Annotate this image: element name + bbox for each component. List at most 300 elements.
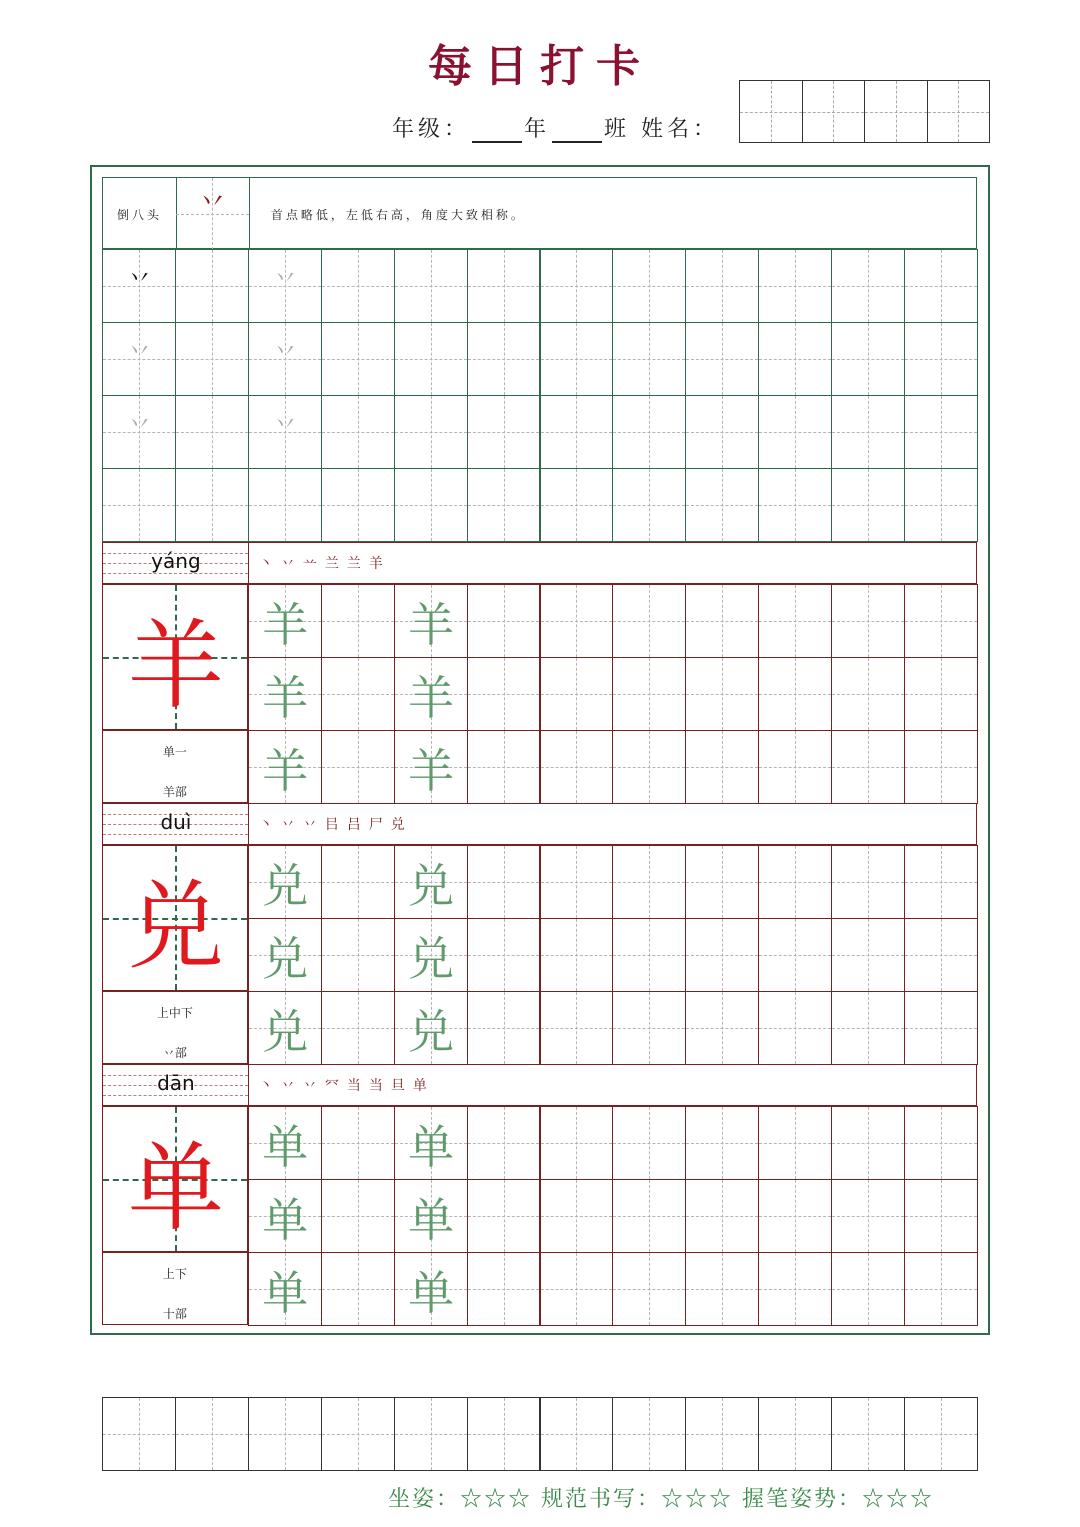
stroke-practice-cell[interactable] <box>612 468 686 542</box>
char-practice-cell[interactable] <box>321 1106 395 1180</box>
guide-line <box>613 359 685 360</box>
bottom-practice-cell[interactable] <box>685 1397 759 1471</box>
guide-line <box>613 621 685 622</box>
char-practice-cell[interactable] <box>758 845 832 919</box>
trace-char: 兑 <box>262 1005 309 1059</box>
guide-line <box>468 955 540 956</box>
stroke-practice-cell[interactable] <box>612 395 686 469</box>
guide-line <box>541 955 613 956</box>
guide-line <box>759 621 831 622</box>
stroke-practice-cell[interactable] <box>321 395 395 469</box>
char-practice-cell[interactable] <box>394 845 468 919</box>
char-practice-cell[interactable] <box>758 1106 832 1180</box>
char-practice-cell[interactable] <box>831 730 905 804</box>
char-practice-cell[interactable] <box>540 730 614 804</box>
stroke-practice-cell[interactable] <box>540 322 614 396</box>
char-practice-cell[interactable] <box>758 991 832 1065</box>
guide-line <box>759 1434 831 1435</box>
char-practice-cell[interactable] <box>612 918 686 992</box>
stroke-practice-cell[interactable] <box>831 322 905 396</box>
guide-line <box>322 767 394 768</box>
guide-line <box>759 359 831 360</box>
char-practice-cell[interactable] <box>685 584 759 658</box>
stroke-tip: 首点略低，左低右高，角度大致相称。 <box>270 207 526 222</box>
pinyin-box <box>103 804 249 844</box>
name-label: 姓名： <box>641 117 720 142</box>
guide-line <box>468 694 540 695</box>
char-practice-cell[interactable] <box>685 1179 759 1253</box>
char-practice-cell[interactable] <box>467 991 541 1065</box>
self-rating: 坐姿：☆☆☆ 规范书写：☆☆☆ 握笔姿势：☆☆☆ <box>388 1487 934 1512</box>
class-label: 班 <box>604 117 631 142</box>
guide-line <box>759 432 831 433</box>
stroke-practice-cell[interactable] <box>540 468 614 542</box>
stroke-practice-cell[interactable] <box>467 468 541 542</box>
char-practice-cell[interactable] <box>248 730 322 804</box>
trace-char: 兑 <box>262 859 309 913</box>
stroke-practice-cell[interactable] <box>175 322 249 396</box>
guide-line <box>759 882 831 883</box>
name-box[interactable] <box>803 81 866 142</box>
stroke-practice-cell[interactable] <box>467 395 541 469</box>
char-practice-cell[interactable] <box>321 991 395 1065</box>
guide-line <box>905 882 977 883</box>
guide-line <box>468 882 540 883</box>
char-practice-cell[interactable] <box>758 657 832 731</box>
stroke-practice-cell[interactable] <box>831 468 905 542</box>
char-practice-cell[interactable] <box>248 845 322 919</box>
guide-line <box>249 1434 321 1435</box>
guide-line <box>468 286 540 287</box>
stroke-trace: 丷 <box>273 263 298 292</box>
guide-line <box>468 359 540 360</box>
guide-line <box>322 286 394 287</box>
guide-line <box>686 621 758 622</box>
pinyin-line <box>103 834 248 835</box>
pinyin: dān <box>157 1071 195 1095</box>
trace-char: 羊 <box>262 598 309 652</box>
stroke-step: 当 <box>368 1078 383 1094</box>
student-info-line <box>392 112 719 143</box>
bottom-practice-cell[interactable] <box>102 1397 176 1471</box>
guide-line <box>468 1289 540 1290</box>
guide-line <box>686 767 758 768</box>
guide-line <box>322 1434 394 1435</box>
big-char: 羊 <box>127 609 224 722</box>
guide-line <box>905 621 977 622</box>
guide-line <box>176 359 248 360</box>
char-practice-cell[interactable] <box>467 918 541 992</box>
big-char-box <box>102 845 248 991</box>
guide-line <box>395 505 467 506</box>
class-blank[interactable] <box>552 119 602 143</box>
guide-line <box>759 955 831 956</box>
radical: 丷部 <box>162 1046 187 1060</box>
char-practice-cell[interactable] <box>831 584 905 658</box>
char-practice-cell[interactable] <box>685 1106 759 1180</box>
char-practice-cell[interactable] <box>831 991 905 1065</box>
name-box[interactable] <box>740 81 803 142</box>
stroke-practice-cell[interactable] <box>321 322 395 396</box>
char-practice-cell[interactable] <box>394 918 468 992</box>
stroke-practice-cell[interactable] <box>102 395 176 469</box>
guide-line <box>468 432 540 433</box>
char-practice-cell[interactable] <box>758 730 832 804</box>
guide-line <box>322 694 394 695</box>
char-practice-cell[interactable] <box>394 584 468 658</box>
guide-line <box>759 1143 831 1144</box>
char-practice-cell[interactable] <box>904 730 978 804</box>
trace-char: 兑 <box>408 859 455 913</box>
guide-line <box>541 621 613 622</box>
char-practice-cell[interactable] <box>467 845 541 919</box>
bottom-practice-cell[interactable] <box>248 1397 322 1471</box>
stroke-practice-cell[interactable] <box>612 322 686 396</box>
stroke-practice-cell[interactable] <box>904 468 978 542</box>
stroke-practice-cell[interactable] <box>248 468 322 542</box>
stroke-step: 羊 <box>368 556 383 572</box>
stroke-practice-cell[interactable] <box>394 395 468 469</box>
stroke-trace: 丷 <box>273 336 298 365</box>
guide-line <box>759 1028 831 1029</box>
stroke-practice-cell[interactable] <box>175 468 249 542</box>
stroke-practice-cell[interactable] <box>831 395 905 469</box>
grade-label: 年级： <box>392 117 471 142</box>
grade-blank[interactable] <box>472 119 522 143</box>
stroke-practice-cell[interactable] <box>540 395 614 469</box>
stroke-practice-cell[interactable] <box>394 249 468 323</box>
guide-line <box>468 621 540 622</box>
guide-line <box>905 1289 977 1290</box>
stroke-step: 兰 <box>324 556 339 572</box>
char-practice-cell[interactable] <box>394 1179 468 1253</box>
guide-line <box>686 286 758 287</box>
big-char: 单 <box>127 1131 224 1244</box>
guide-line <box>832 286 904 287</box>
guide-line <box>759 1216 831 1217</box>
char-practice-cell[interactable] <box>540 991 614 1065</box>
guide-line <box>541 1028 613 1029</box>
char-practice-cell[interactable] <box>248 1252 322 1326</box>
char-practice-cell[interactable] <box>394 657 468 731</box>
char-practice-cell[interactable] <box>467 584 541 658</box>
char-practice-cell[interactable] <box>685 845 759 919</box>
pinyin: duì <box>160 810 192 834</box>
guide-line <box>686 1434 758 1435</box>
stroke-header <box>102 177 977 249</box>
guide-line <box>832 359 904 360</box>
structure-box <box>102 991 248 1064</box>
bottom-practice-cell[interactable] <box>758 1397 832 1471</box>
char-practice-cell[interactable] <box>321 584 395 658</box>
char-practice-cell[interactable] <box>758 1179 832 1253</box>
guide-line <box>395 286 467 287</box>
trace-char: 单 <box>262 1120 309 1174</box>
bottom-practice-cell[interactable] <box>904 1397 978 1471</box>
char-practice-cell[interactable] <box>831 918 905 992</box>
guide-line <box>541 767 613 768</box>
guide-line <box>905 1434 977 1435</box>
trace-char: 兑 <box>262 932 309 986</box>
guide-line <box>322 1216 394 1217</box>
stroke-practice-cell[interactable] <box>904 249 978 323</box>
trace-char: 单 <box>408 1266 455 1320</box>
guide-line <box>686 359 758 360</box>
char-practice-cell[interactable] <box>248 657 322 731</box>
stroke-practice-cell[interactable] <box>321 468 395 542</box>
structure-type: 单一 <box>162 745 187 759</box>
char-practice-cell[interactable] <box>540 918 614 992</box>
char-practice-cell[interactable] <box>904 991 978 1065</box>
guide-line <box>103 505 175 506</box>
char-practice-cell[interactable] <box>612 1252 686 1326</box>
name-box[interactable] <box>865 81 928 142</box>
guide-line <box>541 1216 613 1217</box>
char-practice-cell[interactable] <box>321 918 395 992</box>
guide-line <box>468 1434 540 1435</box>
guide-line <box>468 1143 540 1144</box>
trace-char: 单 <box>262 1266 309 1320</box>
char-practice-cell[interactable] <box>904 584 978 658</box>
char-practice-cell[interactable] <box>612 845 686 919</box>
name-box[interactable] <box>928 81 990 142</box>
stroke-practice-cell[interactable] <box>904 395 978 469</box>
stroke-step: 兰 <box>346 556 361 572</box>
char-practice-cell[interactable] <box>612 991 686 1065</box>
stroke-trace: 丷 <box>127 336 152 365</box>
trace-char: 羊 <box>408 598 455 652</box>
char-practice-cell[interactable] <box>467 657 541 731</box>
char-practice-cell[interactable] <box>904 1252 978 1326</box>
char-practice-cell[interactable] <box>612 1179 686 1253</box>
guide-line <box>613 432 685 433</box>
bottom-practice-cell[interactable] <box>612 1397 686 1471</box>
char-practice-cell[interactable] <box>394 991 468 1065</box>
char-practice-cell[interactable] <box>758 1252 832 1326</box>
stroke-order <box>259 804 405 844</box>
char-practice-cell[interactable] <box>904 845 978 919</box>
char-practice-cell[interactable] <box>321 657 395 731</box>
guide-line <box>176 432 248 433</box>
structure-type: 上下 <box>162 1267 187 1281</box>
char-practice-cell[interactable] <box>248 1106 322 1180</box>
char-practice-cell[interactable] <box>467 730 541 804</box>
guide-line <box>541 694 613 695</box>
stroke-practice-cell[interactable] <box>831 249 905 323</box>
trace-char: 羊 <box>408 744 455 798</box>
guide-line <box>905 286 977 287</box>
char-practice-cell[interactable] <box>612 584 686 658</box>
stroke-practice-cell[interactable] <box>394 322 468 396</box>
guide-line <box>905 505 977 506</box>
guide-line <box>613 1028 685 1029</box>
guide-line <box>613 955 685 956</box>
char-practice-cell[interactable] <box>321 1252 395 1326</box>
stroke-step: 吕 <box>346 817 361 833</box>
stroke-practice-cell[interactable] <box>685 322 759 396</box>
structure-box <box>102 1252 248 1325</box>
stroke-step: 丷 <box>280 1078 295 1094</box>
guide-line <box>541 1143 613 1144</box>
stroke-practice-cell[interactable] <box>904 322 978 396</box>
guide-line <box>759 694 831 695</box>
stroke-practice-cell[interactable] <box>612 249 686 323</box>
guide-line <box>468 505 540 506</box>
stroke-name: 倒八头 <box>116 207 162 222</box>
char-practice-cell[interactable] <box>467 1252 541 1326</box>
char-practice-cell[interactable] <box>612 730 686 804</box>
char-practice-cell[interactable] <box>540 1252 614 1326</box>
guide-line <box>832 432 904 433</box>
char-practice-cell[interactable] <box>540 584 614 658</box>
char-practice-cell[interactable] <box>685 991 759 1065</box>
stroke-practice-cell[interactable] <box>758 468 832 542</box>
char-practice-cell[interactable] <box>467 1179 541 1253</box>
char-practice-cell[interactable] <box>321 845 395 919</box>
stroke-practice-cell[interactable] <box>685 249 759 323</box>
stroke-practice-cell[interactable] <box>467 322 541 396</box>
stroke-trace: 丷 <box>273 409 298 438</box>
guide-line <box>541 1289 613 1290</box>
char-practice-cell[interactable] <box>904 918 978 992</box>
bottom-practice-cell[interactable] <box>321 1397 395 1471</box>
guide-line <box>541 359 613 360</box>
char-practice-cell[interactable] <box>685 730 759 804</box>
guide-line <box>905 359 977 360</box>
char-practice-cell[interactable] <box>248 1179 322 1253</box>
guide-line <box>322 1143 394 1144</box>
stroke-step: 当 <box>346 1078 361 1094</box>
stroke-practice-cell[interactable] <box>467 249 541 323</box>
trace-char: 羊 <box>262 671 309 725</box>
char-practice-cell[interactable] <box>904 1179 978 1253</box>
guide-line <box>686 432 758 433</box>
char-practice-cell[interactable] <box>612 1106 686 1180</box>
stroke-practice-cell[interactable] <box>685 468 759 542</box>
stroke-practice-cell[interactable] <box>758 322 832 396</box>
char-practice-cell[interactable] <box>248 584 322 658</box>
char-practice-cell[interactable] <box>394 1252 468 1326</box>
stroke-practice-cell[interactable] <box>175 395 249 469</box>
pinyin-line <box>103 573 248 574</box>
guide-line <box>322 1028 394 1029</box>
char-practice-cell[interactable] <box>612 657 686 731</box>
pinyin-line <box>103 1095 248 1096</box>
char-practice-cell[interactable] <box>540 1179 614 1253</box>
char-practice-cell[interactable] <box>540 657 614 731</box>
char-practice-cell[interactable] <box>394 730 468 804</box>
char-practice-cell[interactable] <box>321 730 395 804</box>
bottom-practice-cell[interactable] <box>831 1397 905 1471</box>
stroke-step: 尸 <box>368 817 383 833</box>
stroke-step: 丷 <box>302 1078 317 1094</box>
radical: 十部 <box>162 1307 187 1321</box>
char-practice-cell[interactable] <box>685 918 759 992</box>
guide-line <box>613 1434 685 1435</box>
guide-line <box>613 505 685 506</box>
structure-box <box>102 730 248 803</box>
name-boxes[interactable] <box>739 80 990 143</box>
guide-line <box>759 505 831 506</box>
guide-line <box>686 1028 758 1029</box>
char-practice-cell[interactable] <box>540 845 614 919</box>
guide-line <box>395 1434 467 1435</box>
guide-line <box>832 1143 904 1144</box>
guide-line <box>759 1289 831 1290</box>
bottom-practice-cell[interactable] <box>175 1397 249 1471</box>
trace-char: 羊 <box>262 744 309 798</box>
bottom-practice-cell[interactable] <box>467 1397 541 1471</box>
char-practice-cell[interactable] <box>831 845 905 919</box>
trace-char: 兑 <box>408 932 455 986</box>
char-practice-cell[interactable] <box>248 918 322 992</box>
bottom-practice-cell[interactable] <box>394 1397 468 1471</box>
guide-line <box>468 1028 540 1029</box>
char-practice-cell[interactable] <box>685 1252 759 1326</box>
guide-line <box>103 1434 175 1435</box>
stroke-practice-cell[interactable] <box>540 249 614 323</box>
char-practice-cell[interactable] <box>248 991 322 1065</box>
pinyin-box <box>103 543 249 583</box>
guide-line <box>541 286 613 287</box>
stroke-step: 㓁 <box>324 1078 339 1094</box>
trace-char: 兑 <box>408 1005 455 1059</box>
char-practice-cell[interactable] <box>321 1179 395 1253</box>
stroke-step: 丶 <box>258 556 273 572</box>
stroke-practice-cell[interactable] <box>758 395 832 469</box>
guide-line <box>322 882 394 883</box>
guide-line <box>322 955 394 956</box>
year-label: 年 <box>524 117 551 142</box>
stroke-practice-cell[interactable] <box>394 468 468 542</box>
char-practice-cell[interactable] <box>904 657 978 731</box>
char-practice-cell[interactable] <box>758 584 832 658</box>
char-practice-cell[interactable] <box>831 1179 905 1253</box>
char-practice-cell[interactable] <box>685 657 759 731</box>
char-practice-cell[interactable] <box>831 657 905 731</box>
guide-line <box>686 1289 758 1290</box>
guide-line <box>176 286 248 287</box>
stroke-practice-cell[interactable] <box>758 249 832 323</box>
pinyin-row <box>102 1064 977 1106</box>
stroke-step: 单 <box>412 1078 427 1094</box>
guide-line <box>541 505 613 506</box>
char-practice-cell[interactable] <box>831 1252 905 1326</box>
guide-line <box>832 621 904 622</box>
guide-line <box>541 882 613 883</box>
guide-line <box>832 1028 904 1029</box>
trace-char: 单 <box>262 1193 309 1247</box>
guide-line <box>686 1143 758 1144</box>
guide-line <box>322 359 394 360</box>
char-practice-cell[interactable] <box>394 1106 468 1180</box>
stroke-practice-cell[interactable] <box>102 468 176 542</box>
guide-line <box>832 1216 904 1217</box>
stroke-practice-cell[interactable] <box>321 249 395 323</box>
char-practice-cell[interactable] <box>540 1106 614 1180</box>
stroke-practice-cell[interactable] <box>248 395 322 469</box>
guide-line <box>905 1143 977 1144</box>
stroke-practice-cell[interactable] <box>175 249 249 323</box>
char-practice-cell[interactable] <box>904 1106 978 1180</box>
char-practice-cell[interactable] <box>831 1106 905 1180</box>
guide-line <box>613 1143 685 1144</box>
char-practice-cell[interactable] <box>758 918 832 992</box>
guide-line <box>905 1216 977 1217</box>
bottom-practice-cell[interactable] <box>540 1397 614 1471</box>
stroke-practice-cell[interactable] <box>685 395 759 469</box>
char-practice-cell[interactable] <box>467 1106 541 1180</box>
